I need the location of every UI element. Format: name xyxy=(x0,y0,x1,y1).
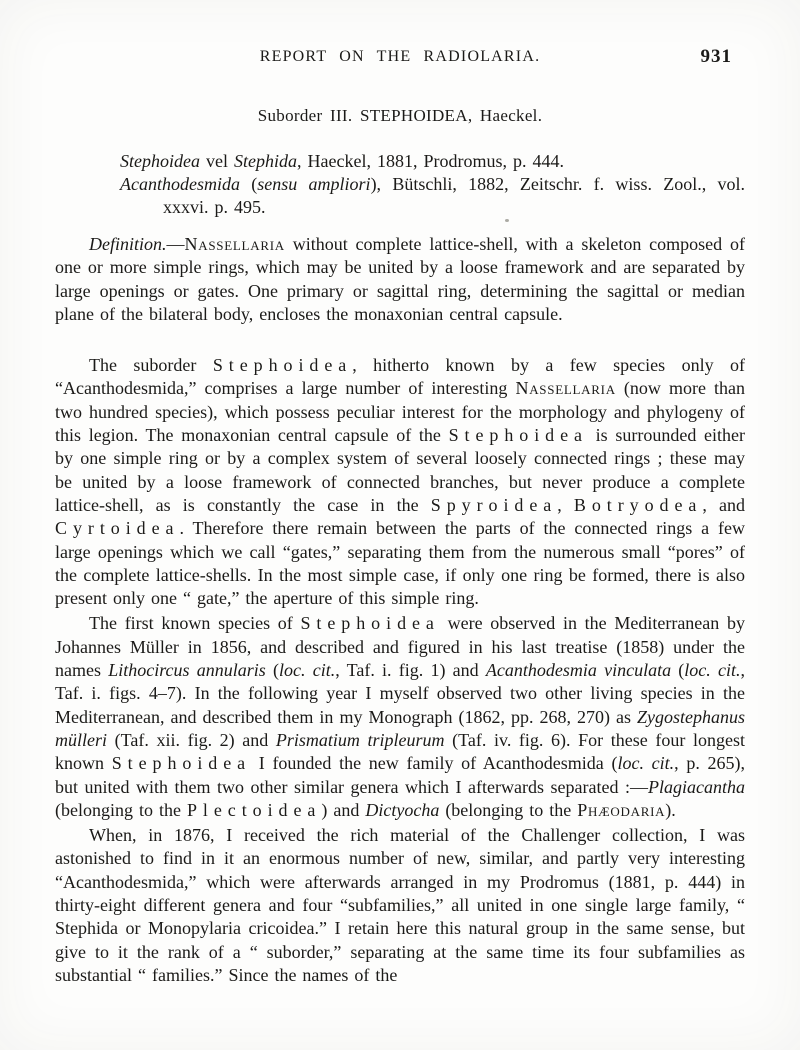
body-paragraph: The first known species of Stephoidea were observed in the Mediterranean by Johannes Müller in 1856, and described and figured in his last treatise (1858) under the names Lithocircus annularis (loc. cit., Taf. i. fig. 1) and Acanthodesmia vinculata (loc. cit., Taf. i. figs. 4–7). In the following year I myself observed two other living species in the Mediterranean, and described them in my Monograph (1862, pp. 268, 270) as Zygostephanus mülleri (Taf. xii. fig. 2) and Prismatium tripleurum (Taf. iv. fig. 6). For these four longest known Stephoidea I founded the new family of Acanthodesmida (loc. cit., p. 265), but united with them two other similar genera which I afterwards separated :—Plagiacantha (belonging to the Plectoidea) and Dictyocha (belonging to the Phæodaria). xyxy=(55,613,746,820)
synonymy-block xyxy=(55,150,745,219)
page-number: 931 xyxy=(700,46,732,67)
section-heading: Suborder III. STEPHOIDEA, Haeckel. xyxy=(257,106,543,125)
running-header xyxy=(55,48,745,66)
running-header-title: REPORT ON THE RADIOLARIA. xyxy=(259,48,541,65)
synonymy-entry: Stephoidea vel Stephida, Haeckel, 1881, Prodromus, p. 444. xyxy=(120,151,564,171)
synonymy-entry: Acanthodesmida (sensu ampliori), Bütschli, 1882, Zeitschr. f. wiss. Zool., vol. xxxvi. p. 495. xyxy=(120,174,745,217)
page-text-column xyxy=(55,106,745,987)
body-paragraph: The suborder Stephoidea, hitherto known by a few species only of “Acanthodesmida,” comprises a large number of interesting Nassellaria (now more than two hundred species), which possess peculiar interest for the morphology and phylogeny of this legion. The monaxonian central capsule of the Stephoidea is surrounded either by one simple ring or by a complex system of several loosely connected rings ; these may be united by a loose framework of connected branches, but never produce a complete lattice-shell, as is constantly the case in the Spyroidea, Botryodea, and Cyrtoidea. Therefore there remain between the parts of the connected rings a few large openings which we call “gates,” separating them from the numerous small “pores” of the complete lattice-shells. In the most simple case, if only one ring be formed, there is also present only one “ gate,” the aperture of this simple ring. xyxy=(55,355,746,609)
body-paragraph: When, in 1876, I received the rich material of the Challenger collection, I was astonished to find in it an enormous number of new, similar, and partly very interesting “Acanthodesmida,” which were afterwards arranged in my Prodromus (1881, p. 444) in thirty-eight different genera and four “subfamilies,” all united in one single large family, “ Stephida or Monopylaria cricoidea.” I retain here this natural group in the same sense, but give to it the rank of a “ suborder,” separating at the same time its four subfamilies as substantial “ families.” Since the names of the xyxy=(55,825,745,985)
definition-paragraph: Definition.—Nassellaria without complete lattice-shell, with a skeleton composed of one or more simple rings, which may be united by a loose framework and are separated by large openings or gates. One primary or sagittal ring, determining the sagittal or median plane of the bilateral body, encloses the monaxonian central capsule. xyxy=(55,234,745,324)
